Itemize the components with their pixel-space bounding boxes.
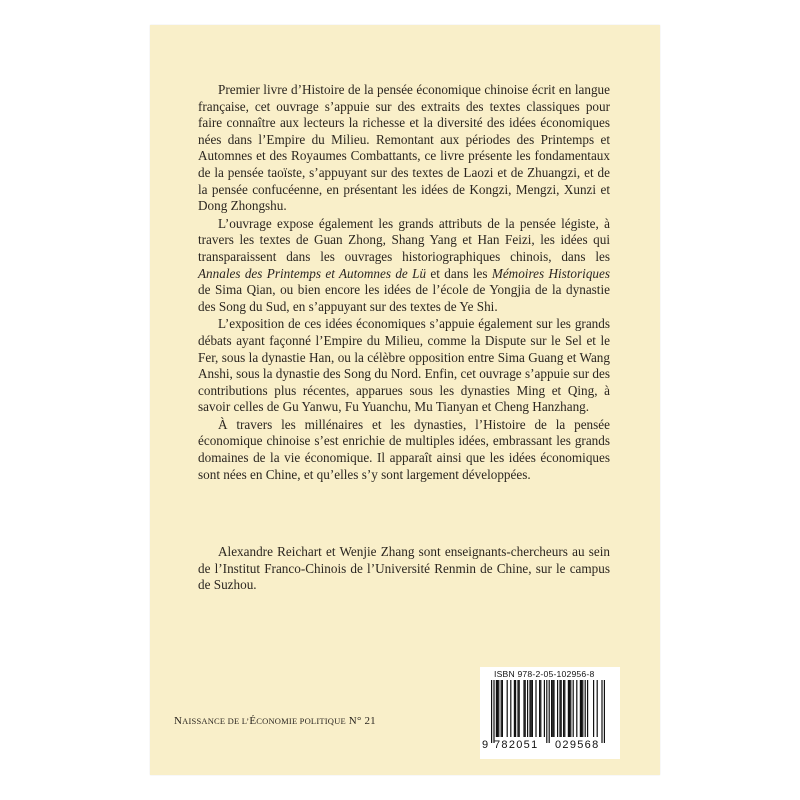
barcode-bar bbox=[539, 680, 540, 737]
barcode-bar bbox=[568, 680, 569, 737]
barcode-guard-bar bbox=[601, 680, 602, 743]
description-paragraph-3: L’exposition de ces idées économiques s’appuie également sur les grands débats ayant façonné l’Empire du Milieu, comme la Dispute sur le Sel et le Fer, sous la dynastie Han, ou la célèbre opposition entre Sima Guang et Wang Anshi, sous la dynastie des Song du Nord. Enfin, cet ouvrage s’appuie sur des contributions plus récentes, apparues sous les dynasties Ming et Qing, à savoir celles de Gu Yanwu, Fu Yuanchu, Mu Tianyan et Cheng Hanzhang. bbox=[198, 316, 610, 415]
barcode bbox=[480, 667, 620, 759]
barcode-bar bbox=[514, 680, 515, 737]
barcode-bar bbox=[559, 680, 560, 737]
barcode-guard-bar bbox=[604, 680, 605, 743]
barcode-bar bbox=[573, 680, 574, 737]
description-text bbox=[198, 82, 610, 483]
book-back-cover bbox=[150, 25, 660, 775]
barcode-bar bbox=[597, 680, 598, 737]
barcode-bar bbox=[529, 680, 530, 737]
barcode-bar bbox=[527, 680, 528, 737]
authors-paragraph: Alexandre Reichart et Wenjie Zhang sont enseignants-chercheurs au sein de l’Institut Franco-Chinois de l’Université Renmin de Chine, sur le campus de Suzhou. bbox=[198, 544, 610, 593]
barcode-bar bbox=[535, 680, 536, 737]
barcode-bar bbox=[497, 680, 498, 737]
title-memoires-historiques: Mémoires Historiques bbox=[491, 265, 610, 281]
isbn-label: ISBN 978-2-05-102956-8 bbox=[494, 669, 595, 679]
barcode-digit-group-1: 782051 bbox=[494, 739, 539, 751]
barcode-bar bbox=[519, 680, 520, 737]
series-word-economie: CONOMIE POLITIQUE bbox=[256, 716, 346, 726]
barcode-bar bbox=[501, 680, 502, 737]
title-annales: Annales des Printemps et Automnes de Lü bbox=[198, 265, 427, 281]
paragraph-2-text-b: et dans les bbox=[426, 265, 492, 281]
authors-note bbox=[198, 544, 610, 594]
series-word-naissance: AISSANCE DE L’ bbox=[182, 716, 250, 726]
barcode-bar bbox=[531, 680, 532, 737]
series-initial-n: N bbox=[174, 715, 183, 727]
series-title bbox=[174, 715, 376, 727]
barcode-guard-bar bbox=[546, 680, 547, 743]
barcode-bar bbox=[544, 680, 545, 737]
barcode-bar bbox=[561, 680, 562, 737]
barcode-bars bbox=[480, 680, 620, 744]
barcode-digit-group-2: 029568 bbox=[555, 739, 600, 751]
barcode-bar bbox=[507, 680, 508, 737]
description-paragraph-2 bbox=[198, 216, 610, 316]
barcode-bar bbox=[523, 680, 524, 737]
barcode-bar bbox=[570, 680, 571, 737]
description-paragraph-4: À travers les millénaires et les dynasties, l’Histoire de la pensée économique chinoise s’est enrichie de multiples idées, embrassant les grands domaines de la vie économique. Il apparaît ainsi que les idées économiques sont nées en Chine, et qu’elles s’y sont largement développées. bbox=[198, 416, 610, 482]
barcode-bar bbox=[553, 680, 554, 737]
barcode-bar bbox=[593, 680, 594, 737]
barcode-bar bbox=[540, 680, 541, 737]
barcode-bar bbox=[576, 680, 577, 737]
series-initial-e: É bbox=[249, 715, 257, 727]
barcode-bar bbox=[564, 680, 565, 737]
barcode-bar bbox=[502, 680, 503, 737]
barcode-bar bbox=[498, 680, 499, 737]
barcode-bar bbox=[582, 680, 583, 737]
barcode-guard-bar bbox=[493, 680, 494, 743]
barcode-bar bbox=[525, 680, 526, 737]
barcode-bar bbox=[551, 680, 552, 737]
description-paragraph-1: Premier livre d’Histoire de la pensée économique chinoise écrit en langue française, cet ouvrage s’appuie sur des extraits des textes classiques pour faire connaître aux lecteurs la richesse et la diversité des idées économiques nées dans l’Empire du Milieu. Remontant aux périodes des Printemps et Automnes et des Royaumes Combattants, ce livre présente les fondamentaux de la pensée taoïste, s’appuyant sur des textes de Laozi et de Zhuangzi, et de la pensée confucéenne, en présentant les idées de Kongzi, Mengzi, Xunzi et Dong Zhongshu. bbox=[198, 82, 610, 214]
barcode-bar bbox=[581, 680, 582, 737]
paragraph-2-text-c: de Sima Qian, ou bien encore les idées de l’école de Yongjia de la dynastie des Song du Sud, en s’appuyant sur des textes de Ye Shi. bbox=[198, 282, 610, 314]
barcode-bar bbox=[496, 680, 497, 737]
barcode-bar bbox=[517, 680, 518, 737]
paragraph-2-text-a: L’ouvrage expose également les grands attributs de la pensée légiste, à travers les textes de Guan Zhong, Shang Yang et Han Feizi, les idées qui transparaissent dans les ouvrages historiographiques chinois, dans les bbox=[198, 215, 610, 264]
barcode-bar bbox=[515, 680, 516, 737]
barcode-guard-bar bbox=[491, 680, 492, 743]
barcode-bar bbox=[585, 680, 586, 737]
barcode-bar bbox=[580, 680, 581, 737]
barcode-bar bbox=[510, 680, 511, 737]
barcode-bar bbox=[557, 680, 558, 737]
barcode-bar bbox=[532, 680, 533, 737]
barcode-lead-digit: 9 bbox=[482, 739, 489, 751]
series-number: N° 21 bbox=[345, 715, 376, 727]
barcode-guard-bar bbox=[549, 680, 550, 743]
barcode-bar bbox=[587, 680, 588, 737]
barcode-bar bbox=[569, 680, 570, 737]
barcode-bar bbox=[563, 680, 564, 737]
barcode-bar bbox=[552, 680, 553, 737]
